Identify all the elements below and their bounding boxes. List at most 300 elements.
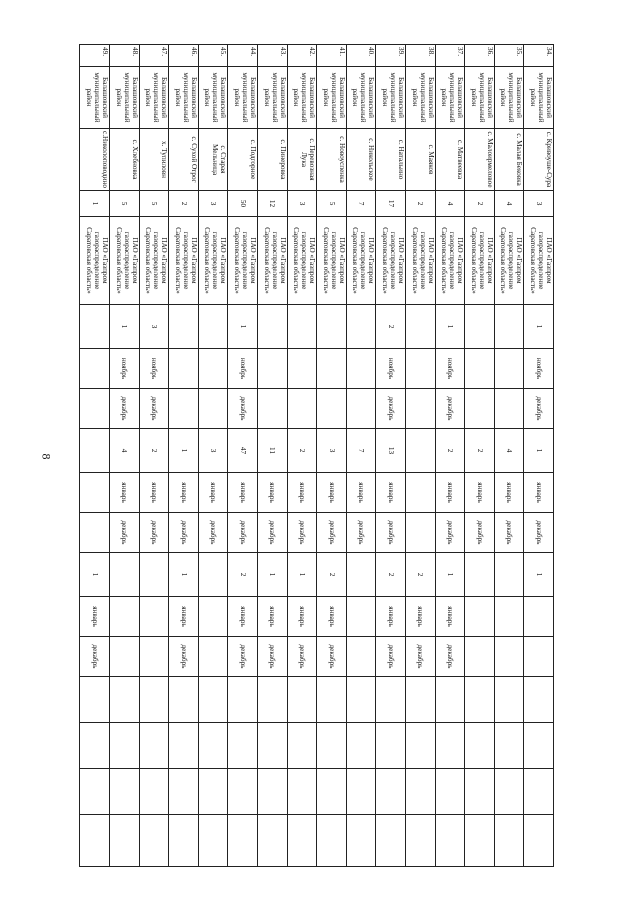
stage3-end-month: декабрь — [435, 637, 465, 677]
stage3-count-cell — [110, 553, 140, 597]
settlement-cell: с. Хлебновка — [110, 129, 140, 191]
settlement-cell: с. Подгорное — [228, 129, 258, 191]
table-row — [198, 45, 228, 867]
empty-cell — [258, 677, 288, 723]
stage3-count-cell: 1 — [524, 553, 554, 597]
organization-cell: ПАО «Газпром газораспределение Саратовская область» — [524, 217, 554, 305]
empty-cell — [198, 677, 228, 723]
stage2-start-month: январь — [317, 473, 347, 513]
stage1-end-month — [406, 389, 436, 429]
total-count-cell: 17 — [376, 191, 406, 217]
settlement-cell: с. Малоирмеловое — [465, 129, 495, 191]
settlement-cell: с. Кривоуше-Сура — [524, 129, 554, 191]
stage2-count-cell: 2 — [287, 429, 317, 473]
stage3-count-cell — [198, 553, 228, 597]
settlement-cell: с. Матвеевка — [435, 129, 465, 191]
stage3-count-cell: 2 — [317, 553, 347, 597]
district-cell: Балашовский муниципальный район — [110, 67, 140, 129]
stage2-count-cell: 2 — [139, 429, 169, 473]
stage3-end-month — [524, 637, 554, 677]
stage1-count-cell — [287, 305, 317, 349]
empty-cell — [258, 769, 288, 815]
empty-cell — [317, 815, 347, 867]
settlement-cell: с. Пинеровка — [258, 129, 288, 191]
stage1-count-cell — [494, 305, 524, 349]
stage3-start-month: январь — [80, 597, 110, 637]
total-count-cell: 5 — [110, 191, 140, 217]
stage1-start-month: ноябрь — [228, 349, 258, 389]
table-row — [465, 45, 495, 867]
stage1-count-cell: 3 — [139, 305, 169, 349]
total-count-cell: 2 — [465, 191, 495, 217]
stage1-count-cell — [80, 305, 110, 349]
stage3-start-month: январь — [317, 597, 347, 637]
rotated-table-wrapper — [85, 44, 554, 856]
stage3-count-cell: 2 — [406, 553, 436, 597]
stage3-end-month: декабрь — [376, 637, 406, 677]
empty-cell — [169, 723, 199, 769]
stage2-start-month: январь — [139, 473, 169, 513]
page-number: 8 — [39, 453, 54, 460]
organization-cell: ПАО «Газпром газораспределение Саратовская область» — [287, 217, 317, 305]
organization-cell: ПАО «Газпром газораспределение Саратовская область» — [435, 217, 465, 305]
empty-cell — [287, 723, 317, 769]
row-number: 40. — [346, 45, 376, 67]
empty-cell — [80, 723, 110, 769]
table-row — [494, 45, 524, 867]
settlement-cell: с. Перевозная Лука — [287, 129, 317, 191]
stage1-start-month — [465, 349, 495, 389]
empty-cell — [435, 677, 465, 723]
stage3-count-cell: 2 — [376, 553, 406, 597]
empty-cell — [139, 769, 169, 815]
stage3-start-month — [139, 597, 169, 637]
stage2-start-month: январь — [258, 473, 288, 513]
stage1-start-month — [169, 349, 199, 389]
stage2-count-cell: 2 — [465, 429, 495, 473]
row-number: 42. — [287, 45, 317, 67]
empty-cell — [110, 769, 140, 815]
district-cell: Балашовский муниципальный район — [435, 67, 465, 129]
stage3-start-month: январь — [258, 597, 288, 637]
stage2-end-month: декабрь — [258, 513, 288, 553]
settlement-cell: с. Никольское — [346, 129, 376, 191]
stage3-end-month — [110, 637, 140, 677]
stage3-start-month — [198, 597, 228, 637]
stage1-end-month — [494, 389, 524, 429]
stage3-start-month — [524, 597, 554, 637]
stage3-start-month — [110, 597, 140, 637]
stage1-end-month — [80, 389, 110, 429]
stage1-count-cell — [406, 305, 436, 349]
row-number: 43. — [258, 45, 288, 67]
stage1-start-month — [198, 349, 228, 389]
stage2-end-month: декабрь — [198, 513, 228, 553]
row-number: 44. — [228, 45, 258, 67]
table-row — [317, 45, 347, 867]
stage2-count-cell: 3 — [198, 429, 228, 473]
row-number: 37. — [435, 45, 465, 67]
total-count-cell: 3 — [198, 191, 228, 217]
stage1-count-cell — [169, 305, 199, 349]
total-count-cell: 3 — [287, 191, 317, 217]
stage3-start-month: январь — [169, 597, 199, 637]
empty-cell — [435, 723, 465, 769]
stage3-count-cell: 1 — [258, 553, 288, 597]
district-cell: Балашовский муниципальный район — [139, 67, 169, 129]
table-body — [80, 45, 554, 867]
district-cell: Балашовский муниципальный район — [317, 67, 347, 129]
table-row — [258, 45, 288, 867]
stage1-end-month: декабрь — [139, 389, 169, 429]
organization-cell: ПАО «Газпром газораспределение Саратовская область» — [80, 217, 110, 305]
stage2-start-month: январь — [494, 473, 524, 513]
empty-cell — [465, 723, 495, 769]
stage3-end-month — [198, 637, 228, 677]
empty-cell — [80, 815, 110, 867]
stage3-end-month: декабрь — [406, 637, 436, 677]
empty-cell — [139, 815, 169, 867]
stage3-count-cell — [494, 553, 524, 597]
district-cell: Балашовский муниципальный район — [258, 67, 288, 129]
empty-cell — [139, 723, 169, 769]
empty-cell — [258, 815, 288, 867]
empty-cell — [198, 723, 228, 769]
stage1-end-month: декабрь — [524, 389, 554, 429]
stage1-count-cell: 1 — [110, 305, 140, 349]
stage1-end-month — [287, 389, 317, 429]
table-row — [346, 45, 376, 867]
empty-cell — [494, 769, 524, 815]
empty-cell — [110, 677, 140, 723]
total-count-cell: 4 — [494, 191, 524, 217]
table-row — [287, 45, 317, 867]
empty-cell — [524, 677, 554, 723]
district-cell: Балашовский муниципальный район — [80, 67, 110, 129]
empty-cell — [376, 677, 406, 723]
organization-cell: ПАО «Газпром газораспределение Саратовская область» — [198, 217, 228, 305]
stage3-start-month: январь — [435, 597, 465, 637]
stage1-end-month — [317, 389, 347, 429]
district-cell: Балашовский муниципальный район — [524, 67, 554, 129]
stage3-end-month: декабрь — [80, 637, 110, 677]
organization-cell: ПАО «Газпром газораспределение Саратовская область» — [376, 217, 406, 305]
stage1-start-month — [494, 349, 524, 389]
empty-cell — [524, 769, 554, 815]
table-row — [80, 45, 110, 867]
table-row — [524, 45, 554, 867]
organization-cell: ПАО «Газпром газораспределение Саратовская область» — [228, 217, 258, 305]
stage3-start-month: январь — [376, 597, 406, 637]
district-cell: Балашовский муниципальный район — [228, 67, 258, 129]
stage2-start-month: январь — [169, 473, 199, 513]
empty-cell — [110, 723, 140, 769]
organization-cell: ПАО «Газпром газораспределение Саратовская область» — [110, 217, 140, 305]
empty-cell — [317, 723, 347, 769]
empty-cell — [110, 815, 140, 867]
stage2-count-cell: 1 — [169, 429, 199, 473]
stage1-count-cell — [346, 305, 376, 349]
organization-cell: ПАО «Газпром газораспределение Саратовская область» — [465, 217, 495, 305]
row-number: 46. — [169, 45, 199, 67]
empty-cell — [287, 769, 317, 815]
settlement-cell: с. Малая Бековка — [494, 129, 524, 191]
empty-cell — [406, 815, 436, 867]
stage1-start-month — [287, 349, 317, 389]
organization-cell: ПАО «Газпром газораспределение Саратовская область» — [406, 217, 436, 305]
district-cell: Балашовский муниципальный район — [376, 67, 406, 129]
stage2-count-cell: 2 — [435, 429, 465, 473]
stage1-count-cell — [317, 305, 347, 349]
stage1-count-cell: 2 — [376, 305, 406, 349]
stage2-end-month: декабрь — [494, 513, 524, 553]
empty-cell — [139, 677, 169, 723]
settlement-cell: с. Новоуспенка — [317, 129, 347, 191]
row-number: 47. — [139, 45, 169, 67]
empty-cell — [435, 769, 465, 815]
stage3-start-month — [494, 597, 524, 637]
stage2-count-cell: 1 — [524, 429, 554, 473]
stage3-start-month — [465, 597, 495, 637]
stage1-end-month: декабрь — [228, 389, 258, 429]
empty-cell — [376, 769, 406, 815]
stage2-end-month: декабрь — [317, 513, 347, 553]
settlement-cell: с. Сухой Отрог — [169, 129, 199, 191]
stage1-start-month — [346, 349, 376, 389]
table-row — [228, 45, 258, 867]
empty-cell — [317, 769, 347, 815]
stage3-start-month: январь — [228, 597, 258, 637]
stage3-count-cell: 1 — [169, 553, 199, 597]
empty-cell — [346, 677, 376, 723]
stage1-end-month — [169, 389, 199, 429]
empty-cell — [465, 815, 495, 867]
stage2-count-cell: 4 — [494, 429, 524, 473]
stage1-start-month: ноябрь — [376, 349, 406, 389]
district-cell: Балашовский муниципальный район — [465, 67, 495, 129]
stage1-start-month — [258, 349, 288, 389]
empty-cell — [228, 723, 258, 769]
stage1-end-month — [198, 389, 228, 429]
row-number: 38. — [406, 45, 436, 67]
stage2-start-month: январь — [228, 473, 258, 513]
empty-cell — [198, 815, 228, 867]
stage3-end-month — [139, 637, 169, 677]
total-count-cell: 4 — [435, 191, 465, 217]
organization-cell: ПАО «Газпром газораспределение Саратовская область» — [494, 217, 524, 305]
district-cell: Балашовский муниципальный район — [494, 67, 524, 129]
stage2-count-cell — [406, 429, 436, 473]
total-count-cell: 50 — [228, 191, 258, 217]
stage3-end-month: декабрь — [317, 637, 347, 677]
stage1-start-month: ноябрь — [139, 349, 169, 389]
stage2-end-month: декабрь — [465, 513, 495, 553]
empty-cell — [524, 815, 554, 867]
stage2-count-cell: 11 — [258, 429, 288, 473]
row-number: 39. — [376, 45, 406, 67]
empty-cell — [346, 769, 376, 815]
empty-cell — [287, 677, 317, 723]
stage2-start-month: январь — [110, 473, 140, 513]
row-number: 48. — [110, 45, 140, 67]
stage2-start-month: январь — [465, 473, 495, 513]
empty-cell — [376, 815, 406, 867]
empty-cell — [494, 815, 524, 867]
stage2-end-month: декабрь — [139, 513, 169, 553]
table-row — [110, 45, 140, 867]
empty-cell — [465, 677, 495, 723]
stage2-start-month — [80, 473, 110, 513]
stage2-count-cell: 3 — [317, 429, 347, 473]
empty-cell — [346, 723, 376, 769]
stage1-start-month — [406, 349, 436, 389]
empty-cell — [376, 723, 406, 769]
stage2-end-month: декабрь — [346, 513, 376, 553]
stage2-end-month: декабрь — [110, 513, 140, 553]
stage3-count-cell: 1 — [287, 553, 317, 597]
district-cell: Балашовский муниципальный район — [287, 67, 317, 129]
schedule-table — [80, 44, 555, 867]
empty-cell — [406, 769, 436, 815]
total-count-cell: 5 — [317, 191, 347, 217]
stage3-start-month: январь — [406, 597, 436, 637]
empty-cell — [169, 815, 199, 867]
table-row — [169, 45, 199, 867]
stage1-start-month: ноябрь — [110, 349, 140, 389]
stage3-start-month: январь — [287, 597, 317, 637]
stage3-end-month: декабрь — [287, 637, 317, 677]
empty-cell — [465, 769, 495, 815]
stage2-count-cell: 7 — [346, 429, 376, 473]
stage2-end-month: декабрь — [435, 513, 465, 553]
row-number: 36. — [465, 45, 495, 67]
stage1-count-cell: 1 — [228, 305, 258, 349]
organization-cell: ПАО «Газпром газораспределение Саратовская область» — [346, 217, 376, 305]
stage2-start-month: январь — [287, 473, 317, 513]
stage2-start-month: январь — [198, 473, 228, 513]
stage3-end-month: декабрь — [228, 637, 258, 677]
stage3-count-cell: 1 — [80, 553, 110, 597]
stage2-end-month: декабрь — [228, 513, 258, 553]
empty-cell — [287, 815, 317, 867]
stage3-end-month: декабрь — [258, 637, 288, 677]
table-row — [139, 45, 169, 867]
settlement-cell: с. Маяков — [406, 129, 436, 191]
empty-cell — [198, 769, 228, 815]
row-number: 34. — [524, 45, 554, 67]
stage1-end-month: декабрь — [110, 389, 140, 429]
row-number: 41. — [317, 45, 347, 67]
stage1-count-cell — [258, 305, 288, 349]
empty-cell — [317, 677, 347, 723]
empty-cell — [435, 815, 465, 867]
stage1-start-month: ноябрь — [435, 349, 465, 389]
stage1-count-cell — [198, 305, 228, 349]
stage1-end-month — [346, 389, 376, 429]
settlement-cell: х. Тупиловн — [139, 129, 169, 191]
total-count-cell: 2 — [169, 191, 199, 217]
stage2-start-month: январь — [376, 473, 406, 513]
empty-cell — [406, 723, 436, 769]
stage2-start-month — [406, 473, 436, 513]
total-count-cell: 2 — [406, 191, 436, 217]
stage2-start-month: январь — [524, 473, 554, 513]
stage3-count-cell — [465, 553, 495, 597]
stage3-start-month — [346, 597, 376, 637]
stage1-count-cell: 1 — [524, 305, 554, 349]
stage3-count-cell — [139, 553, 169, 597]
stage1-start-month: ноябрь — [524, 349, 554, 389]
document-sheet — [85, 44, 554, 856]
total-count-cell: 5 — [139, 191, 169, 217]
organization-cell: ПАО «Газпром газораспределение Саратовская область» — [317, 217, 347, 305]
stage2-end-month: декабрь — [524, 513, 554, 553]
empty-cell — [80, 677, 110, 723]
organization-cell: ПАО «Газпром газораспределение Саратовская область» — [258, 217, 288, 305]
empty-cell — [228, 815, 258, 867]
stage2-end-month: декабрь — [376, 513, 406, 553]
settlement-cell: с.Николоповодино — [80, 129, 110, 191]
empty-cell — [228, 769, 258, 815]
table-row — [376, 45, 406, 867]
district-cell: Балашовский муниципальный район — [169, 67, 199, 129]
empty-cell — [406, 677, 436, 723]
empty-cell — [346, 815, 376, 867]
stage3-end-month — [346, 637, 376, 677]
stage2-count-cell: 47 — [228, 429, 258, 473]
stage3-end-month — [494, 637, 524, 677]
total-count-cell: 3 — [524, 191, 554, 217]
stage2-end-month — [406, 513, 436, 553]
empty-cell — [494, 677, 524, 723]
stage3-count-cell: 2 — [228, 553, 258, 597]
stage1-end-month — [465, 389, 495, 429]
empty-cell — [494, 723, 524, 769]
stage2-start-month: январь — [346, 473, 376, 513]
total-count-cell: 7 — [346, 191, 376, 217]
stage2-count-cell — [80, 429, 110, 473]
district-cell: Балашовский муниципальный район — [346, 67, 376, 129]
empty-cell — [169, 677, 199, 723]
stage3-count-cell: 1 — [435, 553, 465, 597]
stage2-end-month: декабрь — [169, 513, 199, 553]
stage1-start-month — [80, 349, 110, 389]
settlement-cell: с. Старая Мельница — [198, 129, 228, 191]
table-row — [435, 45, 465, 867]
empty-cell — [258, 723, 288, 769]
row-number: 35. — [494, 45, 524, 67]
stage2-count-cell: 13 — [376, 429, 406, 473]
stage3-end-month: декабрь — [169, 637, 199, 677]
stage2-end-month: декабрь — [287, 513, 317, 553]
row-number: 45. — [198, 45, 228, 67]
district-cell: Балашовский муниципальный район — [406, 67, 436, 129]
stage2-count-cell: 4 — [110, 429, 140, 473]
stage3-count-cell — [346, 553, 376, 597]
table-row — [406, 45, 436, 867]
total-count-cell: 12 — [258, 191, 288, 217]
stage1-count-cell — [465, 305, 495, 349]
row-number: 49. — [80, 45, 110, 67]
empty-cell — [169, 769, 199, 815]
settlement-cell: с. Натальино — [376, 129, 406, 191]
stage1-count-cell: 1 — [435, 305, 465, 349]
empty-cell — [524, 723, 554, 769]
stage1-start-month — [317, 349, 347, 389]
empty-cell — [80, 769, 110, 815]
organization-cell: ПАО «Газпром газораспределение Саратовская область» — [139, 217, 169, 305]
total-count-cell: 1 — [80, 191, 110, 217]
